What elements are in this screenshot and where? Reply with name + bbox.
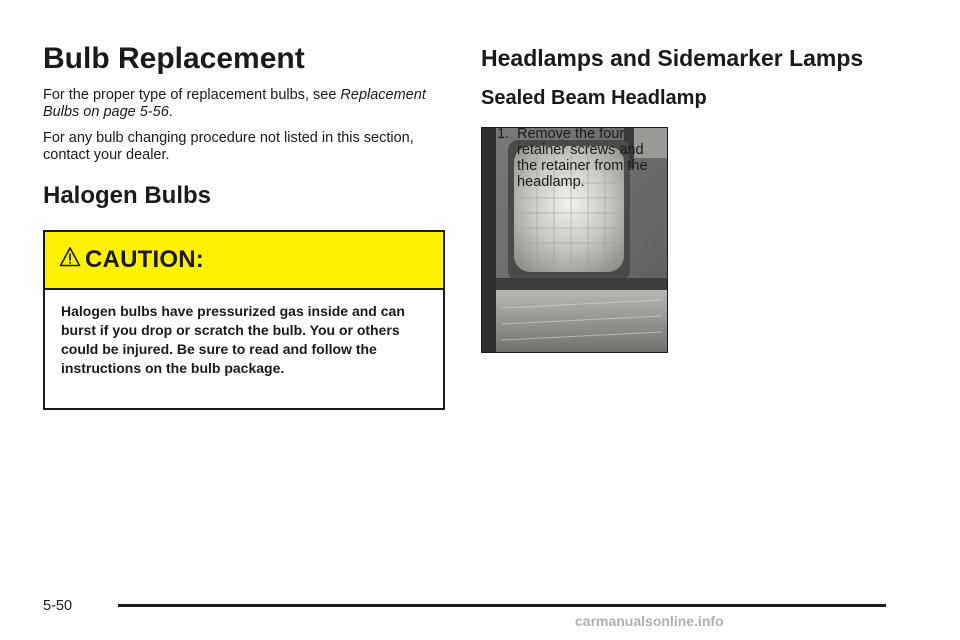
- replacement-bulbs-reference-link[interactable]: Replacement Bulbs on page 5-56: [43, 87, 426, 120]
- caution-box: [43, 230, 445, 410]
- footer-rule: [118, 604, 886, 607]
- subsection-title-sealed-beam: Sealed Beam Headlamp: [481, 87, 707, 109]
- step-1-text: Remove the four retainer screws and the retainer from the headlamp.: [517, 126, 648, 190]
- intro-text: For the proper type of replacement bulbs, see: [43, 87, 341, 103]
- watermark-text: carmanualsonline.info: [575, 613, 724, 629]
- dealer-paragraph: For any bulb changing procedure not listed in this section, contact your dealer.: [43, 130, 414, 163]
- step-1-number: 1.: [497, 126, 510, 142]
- section-title-headlamps: Headlamps and Sidemarker Lamps: [481, 45, 864, 71]
- caution-title: CAUTION:: [85, 246, 204, 273]
- warning-triangle-icon: [59, 246, 81, 268]
- section-title-halogen: Halogen Bulbs: [43, 182, 212, 209]
- intro-paragraph: [43, 87, 433, 121]
- caution-body: Halogen bulbs have pressurized gas inside and can burst if you drop or scratch the bulb. You or others could be injured. Be sure to read and follow the instructions on the bulb package.: [61, 303, 405, 376]
- page-title: Bulb Replacement: [43, 42, 305, 75]
- page-number: 5-50: [43, 598, 73, 614]
- intro-end: .: [168, 104, 173, 120]
- caution-header: [45, 232, 443, 290]
